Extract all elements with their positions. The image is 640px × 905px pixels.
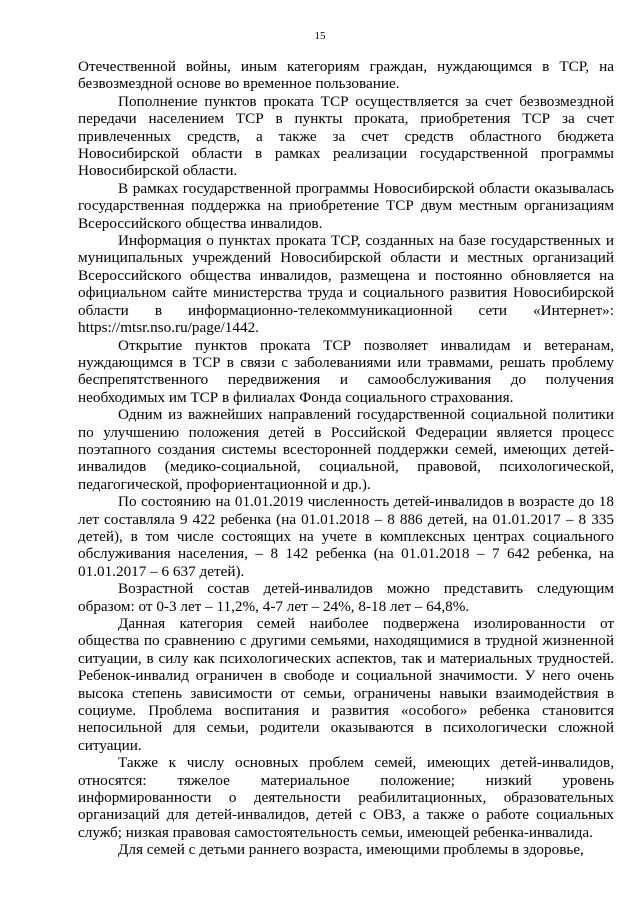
- paragraph: Для семей с детьми раннего возраста, имеющими проблемы в здоровье,: [118, 841, 584, 859]
- paragraph: Также к числу основных проблем семей, имеющих детей-инвалидов, относятся: тяжелое материальное положение; низкий уровень информированности о деятельности реабилитационных, образовательных организаций для детей-инвалидов, детей с ОВЗ, а также о работе социальных служб; низкая правовая самостоятельность семьи, имеющей ребенка-инвалида.: [78, 754, 614, 841]
- paragraph: Открытие пунктов проката ТСР позволяет инвалидам и ветеранам, нуждающимся в ТСР в связи с заболеваниями или травмами, решать проблему беспрепятственного передвижения и самообслуживания до получения необходимых им ТСР в филиалах Фонда социального страхования.: [78, 336, 614, 406]
- body-text: [78, 58, 614, 859]
- paragraph: Одним из важнейших направлений государственной социальной политики по улучшению положения детей в Российской Федерации является процесс поэтапного создания системы всесторонней поддержки семей, имеющих детей-инвалидов (медико-социальной, социальной, правовой, психологической, педагогической, профориентационной и др.).: [78, 406, 614, 493]
- paragraph: По состоянию на 01.01.2019 численность детей-инвалидов в возрасте до 18 лет составляла 9 422 ребенка (на 01.01.2018 – 8 886 детей, на 01.01.2017 – 8 335 детей), в том числе состоящих на учете в комплексных центрах социального обслуживания населения, – 8 142 ребенка (на 01.01.2018 – 7 642 ребенка, на 01.01.2017 – 6 637 детей).: [78, 493, 614, 580]
- paragraph: Пополнение пунктов проката ТСР осуществляется за счет безвозмездной передачи населением ТСР в пункты проката, приобретения ТСР за счет привлеченных средств, а также за счет средств областного бюджета Новосибирской области в рамках реализации государственной программы Новосибирской области.: [78, 92, 614, 180]
- paragraph: Данная категория семей наиболее подвержена изолированности от общества по сравнению с другими семьями, находящимися в трудной жизненной ситуации, в силу как психологических аспектов, так и материальных трудностей. Ребенок-инвалид ограничен в свободе и социальной значимости. У него очень высока степень зависимости от семьи, ограничены навыки взаимодействия в социуме. Проблема воспитания и развития «особого» ребенка становится непосильной для семьи, родители оказываются в психологически сложной ситуации.: [78, 615, 614, 754]
- page-number: 15: [314, 30, 326, 42]
- paragraph: Отечественной войны, иным категориям граждан, нуждающимся в ТСР, на безвозмездной основе во временное пользование.: [78, 58, 614, 93]
- paragraph: В рамках государственной программы Новосибирской области оказывалась государственная поддержка на приобретение ТСР двум местным организациям Всероссийского общества инвалидов.: [78, 179, 614, 232]
- paragraph: Информация о пунктах проката ТСР, созданных на базе государственных и муниципальных учреждений Новосибирской области и местных организаций Всероссийского общества инвалидов, размещена и постоянно обновляется на официальном сайте министерства труда и социального развития Новосибирской области в информационно-телекоммуникационной сети «Интернет»: https://mtsr.nso.ru/page/1442.: [78, 232, 614, 337]
- paragraph: Возрастной состав детей-инвалидов можно представить следующим образом: от 0-3 лет – 11,2%, 4-7 лет – 24%, 8-18 лет – 64,8%.: [78, 580, 614, 615]
